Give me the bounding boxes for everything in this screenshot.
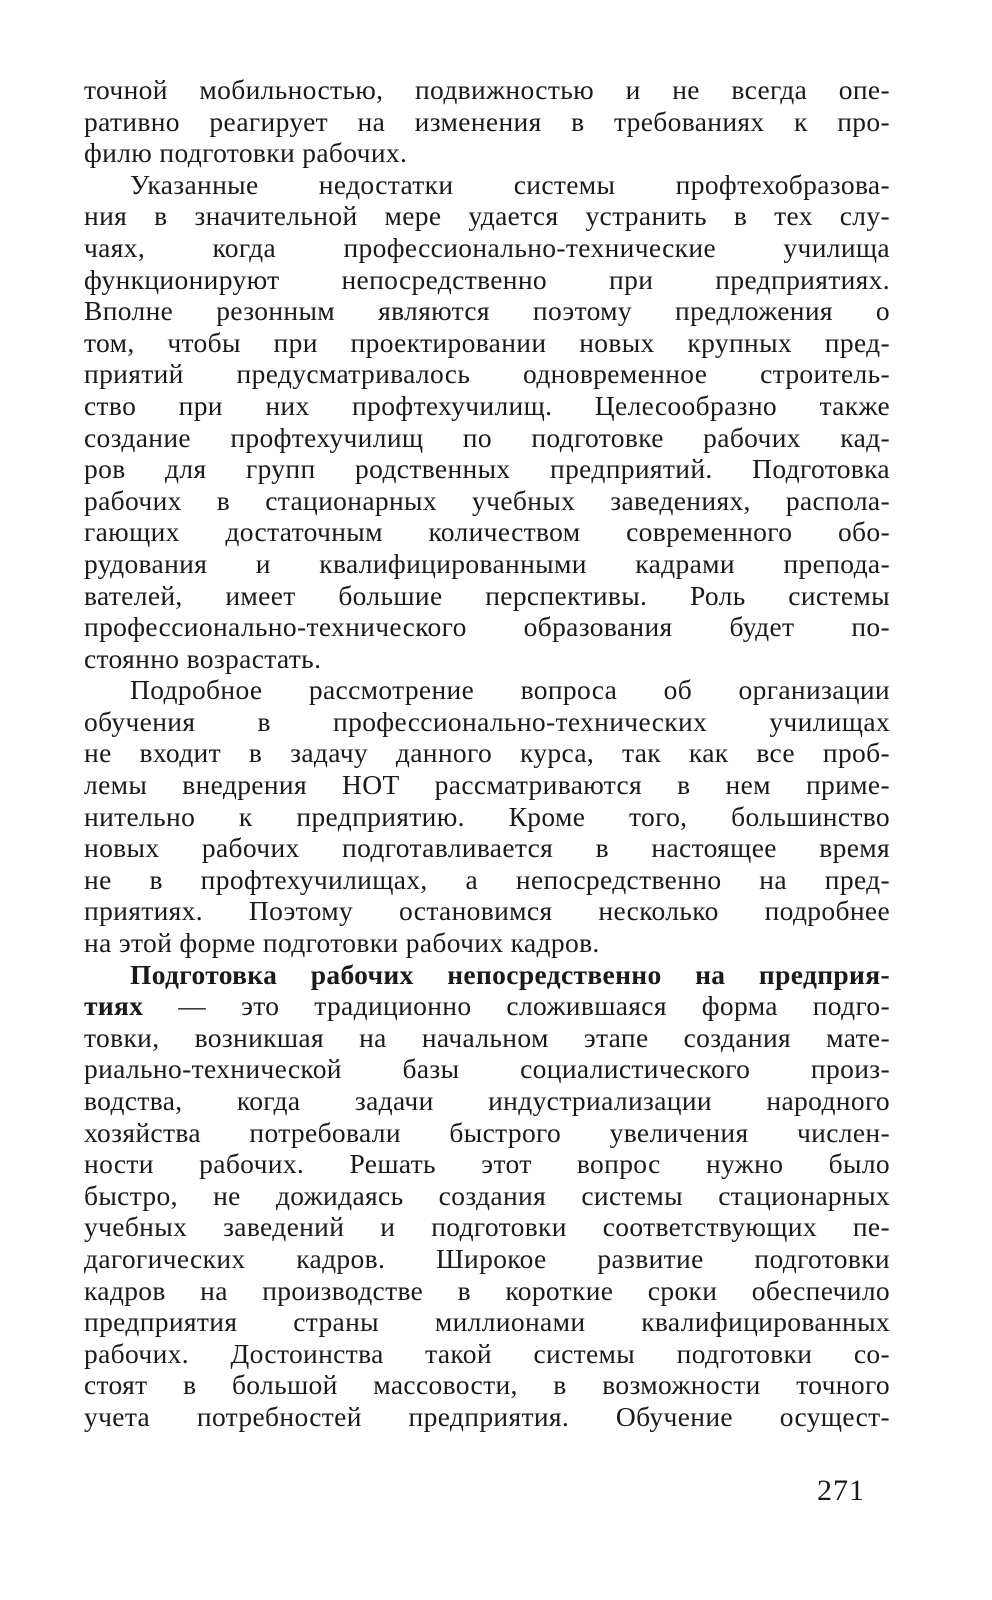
text-line [84,990,890,1022]
text-line: ния в значительной мере удается устранить в тех слу- [84,200,890,232]
text-line: хозяйства потребовали быстрого увеличения числен- [84,1116,890,1148]
text-line: точной мобильностью, подвижностью и не всегда опе- [84,74,890,105]
text-line: чаях, когда профессионально-технические училища [84,231,890,263]
text-line: приятиях. Поэтому остановимся несколько подробнее [84,895,890,927]
text-line: ности рабочих. Решать этот вопрос нужно было [84,1148,890,1180]
text-line: ство при них профтехучилищ. Целесообразно также [84,389,890,421]
paragraph-4 [84,959,890,1433]
text-line: новых рабочих подготавливается в настоящее время [84,832,890,864]
paragraph-3 [84,674,890,958]
text-line: создание профтехучилищ по подготовке рабочих кад- [84,421,890,453]
text-run: — это традиционно сложившаяся форма подго- [143,990,890,1022]
text-line: стоянно возрастать. [84,642,322,674]
paragraph-2 [84,169,890,675]
text-line: товки, возникшая на начальном этапе создания мате- [84,1021,890,1053]
page-number: 271 [817,1474,865,1507]
text-line: риально-технической базы социалистического произ- [84,1053,890,1085]
text-line: приятий предусматривалось одновременное строитель- [84,358,890,390]
text-line: предприятия страны миллионами квалифицированных [84,1306,890,1338]
text-line: рабочих в стационарных учебных заведениях, распола- [84,484,890,516]
text-line: учета потребностей предприятия. Обучение осущест- [84,1400,890,1432]
text-line: водства, когда задачи индустриализации народного [84,1085,890,1116]
text-line: обучения в профессионально-технических училищах [84,705,890,737]
text-line: том, чтобы при проектировании новых крупных пред- [84,326,890,358]
text-line: не в профтехучилищах, а непосредственно на пред- [84,863,890,895]
book-page-text [84,74,890,1433]
text-line: учебных заведений и подготовки соответствующих пе- [84,1211,890,1243]
text-line: нительно к предприятию. Кроме того, большинство [84,800,890,832]
bold-heading-line: Подготовка рабочих непосредственно на предприя- [130,958,890,990]
paragraph-1 [84,74,890,169]
text-line: вателей, имеет большие перспективы. Роль системы [84,579,890,611]
text-line: стоят в большой массовости, в возможности точного [84,1369,890,1401]
text-line: не входит в задачу данного курса, так как все проб- [84,737,890,769]
text-line: филю подготовки рабочих. [84,137,408,169]
text-line: Вполне резонным являются поэтому предложения о [84,295,890,327]
text-line: быстро, не дожидаясь создания системы стационарных [84,1179,890,1211]
text-line: гающих достаточным количеством современного обо- [84,516,890,548]
text-line: Подробное рассмотрение вопроса об организации [130,674,890,706]
text-line: ративно реагирует на изменения в требованиях к про- [84,105,890,137]
text-line: рабочих. Достоинства такой системы подготовки со- [84,1337,890,1369]
bold-term: тиях [84,990,144,1022]
text-line: на этой форме подготовки рабочих кадров. [84,927,600,959]
text-line: лемы внедрения НОТ рассматриваются в нем приме- [84,769,890,801]
text-line: дагогических кадров. Широкое развитие подготовки [84,1242,890,1274]
text-line: профессионально-технического образования будет по- [84,611,890,643]
text-line: кадров на производстве в короткие сроки обеспечило [84,1274,890,1306]
text-line: Указанные недостатки системы профтехобразова- [130,168,890,200]
text-line: функционируют непосредственно при предприятиях. [84,263,890,295]
text-line: ров для групп родственных предприятий. Подготовка [84,453,890,485]
text-line: рудования и квалифицированными кадрами препода- [84,547,890,579]
